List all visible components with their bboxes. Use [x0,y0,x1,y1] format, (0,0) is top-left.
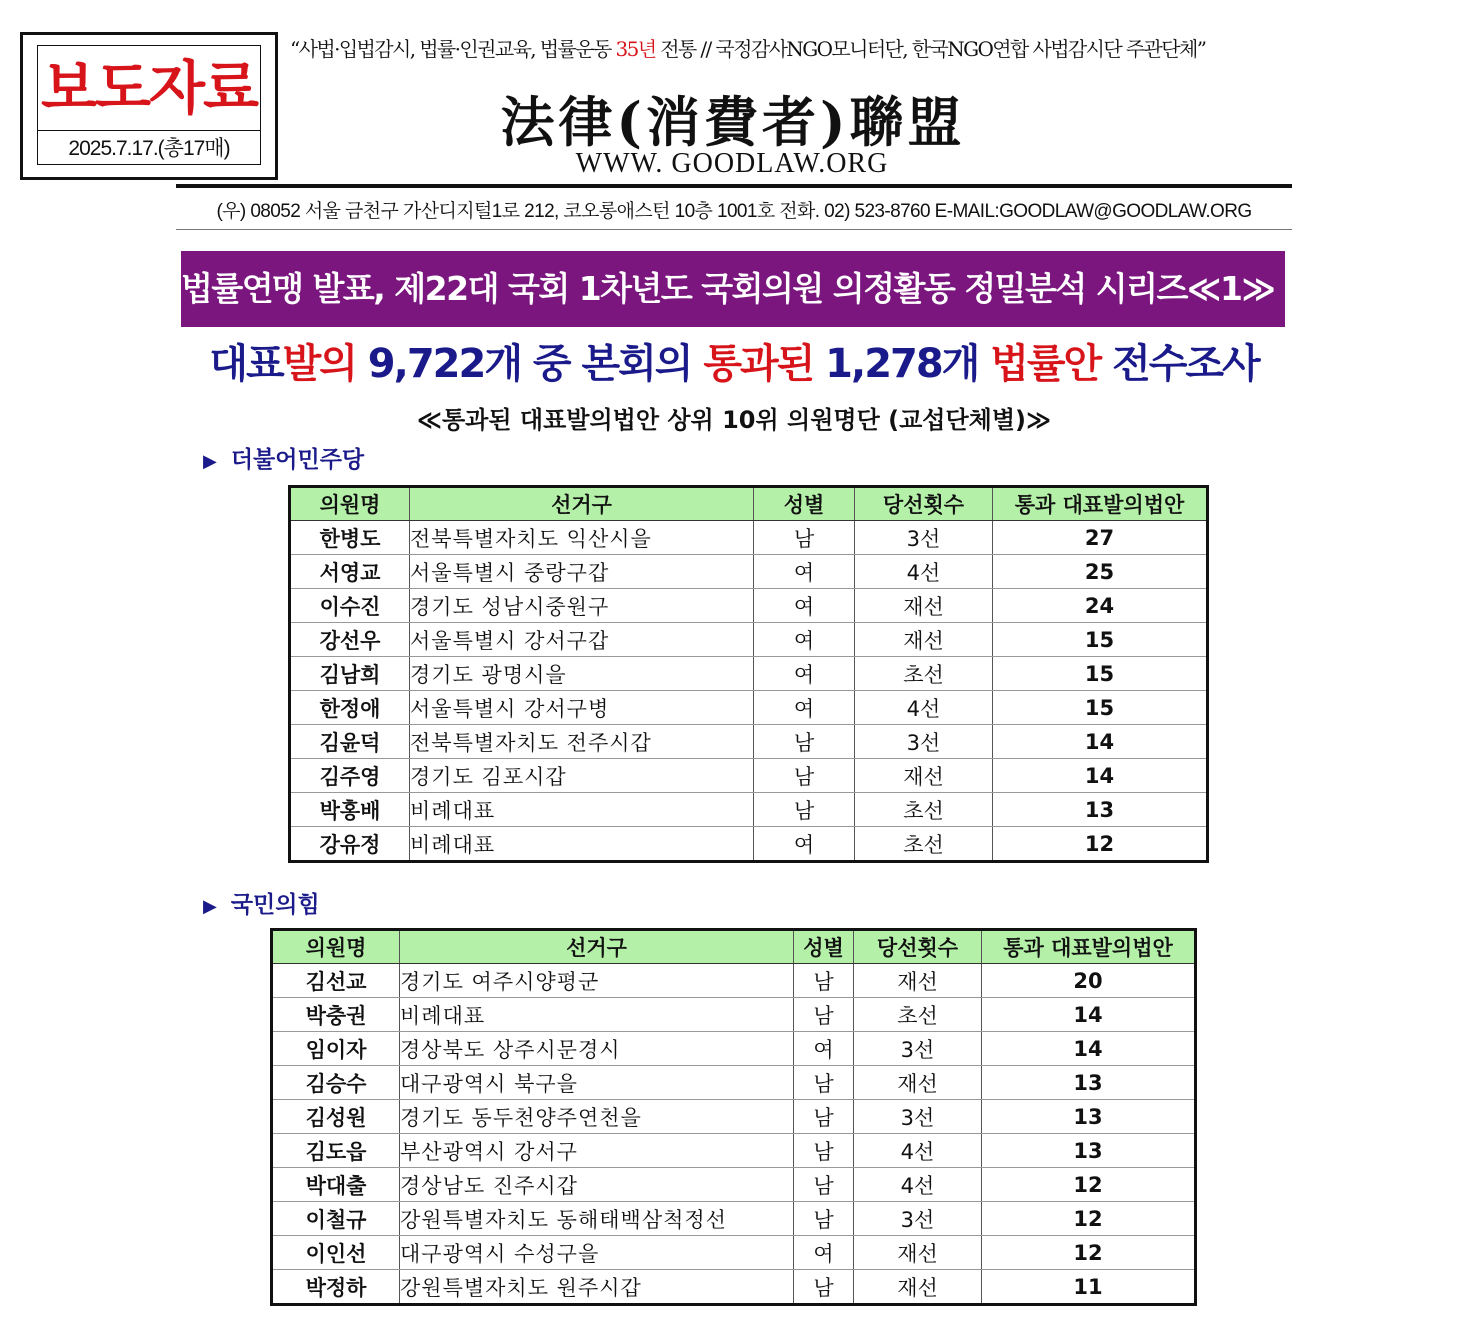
subheadline: ≪통과된 대표발의법안 상위 10위 의원명단 (교섭단체별)≫ [416,406,1052,434]
district: 경상남도 진주시갑 [400,1168,794,1202]
terms: 3선 [854,1202,982,1236]
table-header-row [290,487,1208,521]
slogan-part2: 전통 // 국정감사NGO모니터단, 한국NGO연합 사법감시단 주관단체” [655,37,1206,61]
passed-bills: 13 [982,1066,1196,1100]
district: 서울특별시 중랑구갑 [410,555,754,589]
district: 부산광역시 강서구 [400,1134,794,1168]
passed-bills: 13 [982,1100,1196,1134]
member-name: 이인선 [272,1236,400,1270]
district: 서울특별시 강서구병 [410,691,754,725]
press-release-label: 보도자료 [40,54,258,122]
terms: 4선 [854,1168,982,1202]
member-table-democratic [288,485,1209,863]
address-rule [176,229,1292,230]
gender: 남 [794,1134,854,1168]
table-row [272,964,1196,998]
headline-p4: 통과된 [703,341,814,387]
column-header-gender: 성별 [794,930,854,964]
passed-bills: 24 [993,589,1208,623]
district: 전북특별자치도 전주시갑 [410,725,754,759]
passed-bills: 12 [982,1168,1196,1202]
column-header-name: 의원명 [272,930,400,964]
column-header-bills: 통과 대표발의법안 [982,930,1196,964]
headline-p1: 대표 [209,341,283,387]
member-name: 김윤덕 [290,725,410,759]
district: 대구광역시 북구을 [400,1066,794,1100]
passed-bills: 14 [982,998,1196,1032]
terms: 재선 [854,1270,982,1305]
member-name: 박대출 [272,1168,400,1202]
terms: 3선 [855,725,993,759]
member-name: 임이자 [272,1032,400,1066]
member-rows [272,964,1196,1305]
gender: 여 [794,1236,854,1270]
terms: 3선 [855,521,993,555]
terms: 초선 [855,793,993,827]
party-name: 더불어민주당 [230,447,365,473]
district: 경기도 여주시양평군 [400,964,794,998]
member-name: 박홍배 [290,793,410,827]
passed-bills: 13 [993,793,1208,827]
gender: 남 [794,1202,854,1236]
headline-p6: 법률안 [990,341,1101,387]
passed-bills: 27 [993,521,1208,555]
gender: 남 [754,793,855,827]
slogan-years: 35년 [615,37,656,61]
column-header-terms: 당선횟수 [855,487,993,521]
terms: 재선 [854,1066,982,1100]
district: 강원특별자치도 원주시갑 [400,1270,794,1305]
passed-bills: 15 [993,691,1208,725]
terms: 초선 [854,998,982,1032]
district: 전북특별자치도 익산시을 [410,521,754,555]
passed-bills: 15 [993,657,1208,691]
triangle-bullet-icon: ▶ [203,451,217,472]
title-banner: 법률연맹 발표, 제22대 국회 1차년도 국회의원 의정활동 정밀분석 시리즈≪1≫ 입법성적 [181,251,1285,327]
table-row [272,1236,1196,1270]
press-release-inner [37,45,261,165]
district: 경기도 광명시을 [410,657,754,691]
gender: 남 [794,998,854,1032]
headline [176,336,1292,392]
member-name: 김주영 [290,759,410,793]
member-rows [290,521,1208,862]
member-name: 한병도 [290,521,410,555]
terms: 3선 [854,1032,982,1066]
divider [38,130,260,131]
terms: 초선 [855,827,993,862]
terms: 재선 [854,964,982,998]
press-release-box [20,32,278,180]
member-name: 박충권 [272,998,400,1032]
gender: 남 [754,521,855,555]
gender: 여 [754,657,855,691]
table-row [272,1134,1196,1168]
column-header-district: 선거구 [410,487,754,521]
table-row [272,1066,1196,1100]
column-header-terms: 당선횟수 [854,930,982,964]
column-header-district: 선거구 [400,930,794,964]
passed-bills: 14 [982,1032,1196,1066]
gender: 남 [794,964,854,998]
district: 경기도 동두천양주연천을 [400,1100,794,1134]
headline-p3: 9,722개 중 본회의 [355,341,704,387]
gender: 남 [794,1270,854,1305]
table-row [290,521,1208,555]
member-name: 강유정 [290,827,410,862]
table-row [272,998,1196,1032]
district: 비례대표 [410,827,754,862]
table-header-row [272,930,1196,964]
table-row [272,1202,1196,1236]
passed-bills: 13 [982,1134,1196,1168]
release-date: 2025.7.17.(총17매) [68,137,230,160]
table-row [290,691,1208,725]
gender: 여 [754,827,855,862]
table-row [290,793,1208,827]
terms: 재선 [855,623,993,657]
district: 비례대표 [410,793,754,827]
column-header-name: 의원명 [290,487,410,521]
table-row [272,1168,1196,1202]
passed-bills: 14 [993,759,1208,793]
gender: 남 [794,1168,854,1202]
passed-bills: 12 [982,1236,1196,1270]
terms: 3선 [854,1100,982,1134]
member-table-ppp [270,928,1197,1306]
contact-address: (우) 08052 서울 금천구 가산디지털1로 212, 코오롱애스턴 10층 1001호 전화. 02) 523-8760 E-MAIL:GOODLAW@GOODLAW.ORG [216,201,1252,222]
member-name: 한정애 [290,691,410,725]
terms: 재선 [854,1236,982,1270]
district: 경기도 성남시중원구 [410,589,754,623]
terms: 4선 [854,1134,982,1168]
headline-p7: 전수조사 [1100,341,1259,387]
header-rule [176,184,1292,188]
passed-bills: 11 [982,1270,1196,1305]
table-row [290,623,1208,657]
passed-bills: 12 [993,827,1208,862]
table-row [272,1032,1196,1066]
headline-p2: 발의 [282,341,356,387]
district: 강원특별자치도 동해태백삼척정선 [400,1202,794,1236]
member-name: 이철규 [272,1202,400,1236]
party-heading-ppp [203,886,320,919]
district: 경상북도 상주시문경시 [400,1032,794,1066]
gender: 여 [754,623,855,657]
organization-name: 法律(消費者)聯盟 [500,90,966,154]
member-name: 박정하 [272,1270,400,1305]
terms: 4선 [855,691,993,725]
gender: 여 [754,691,855,725]
party-name: 국민의힘 [230,892,320,918]
passed-bills: 14 [993,725,1208,759]
member-name: 이수진 [290,589,410,623]
table-row [290,759,1208,793]
gender: 여 [754,589,855,623]
passed-bills: 15 [993,623,1208,657]
terms: 재선 [855,589,993,623]
party-heading-democratic [203,441,364,474]
terms: 4선 [855,555,993,589]
gender: 여 [794,1032,854,1066]
district: 경기도 김포시갑 [410,759,754,793]
gender: 남 [754,725,855,759]
member-name: 서영교 [290,555,410,589]
member-name: 김승수 [272,1066,400,1100]
slogan [290,33,1205,62]
headline-p5: 1,278개 [813,341,991,387]
gender: 남 [754,759,855,793]
column-header-gender: 성별 [754,487,855,521]
table-row [290,725,1208,759]
district: 비례대표 [400,998,794,1032]
table-row [290,827,1208,862]
gender: 남 [794,1066,854,1100]
triangle-bullet-icon: ▶ [203,896,217,917]
terms: 초선 [855,657,993,691]
terms: 재선 [855,759,993,793]
column-header-bills: 통과 대표발의법안 [993,487,1208,521]
table-row [290,657,1208,691]
member-name: 김성원 [272,1100,400,1134]
slogan-part1: “사법·입법감시, 법률·인권교육, 법률운동 [290,37,616,61]
member-name: 강선우 [290,623,410,657]
passed-bills: 12 [982,1202,1196,1236]
member-name: 김남희 [290,657,410,691]
gender: 여 [754,555,855,589]
table-row [272,1100,1196,1134]
gender: 남 [794,1100,854,1134]
table-row [272,1270,1196,1305]
member-name: 김도읍 [272,1134,400,1168]
table-row [290,555,1208,589]
passed-bills: 25 [993,555,1208,589]
organization-website: WWW. GOODLAW.ORG [575,148,889,179]
table-row [290,589,1208,623]
district: 서울특별시 강서구갑 [410,623,754,657]
passed-bills: 20 [982,964,1196,998]
member-name: 김선교 [272,964,400,998]
district: 대구광역시 수성구을 [400,1236,794,1270]
